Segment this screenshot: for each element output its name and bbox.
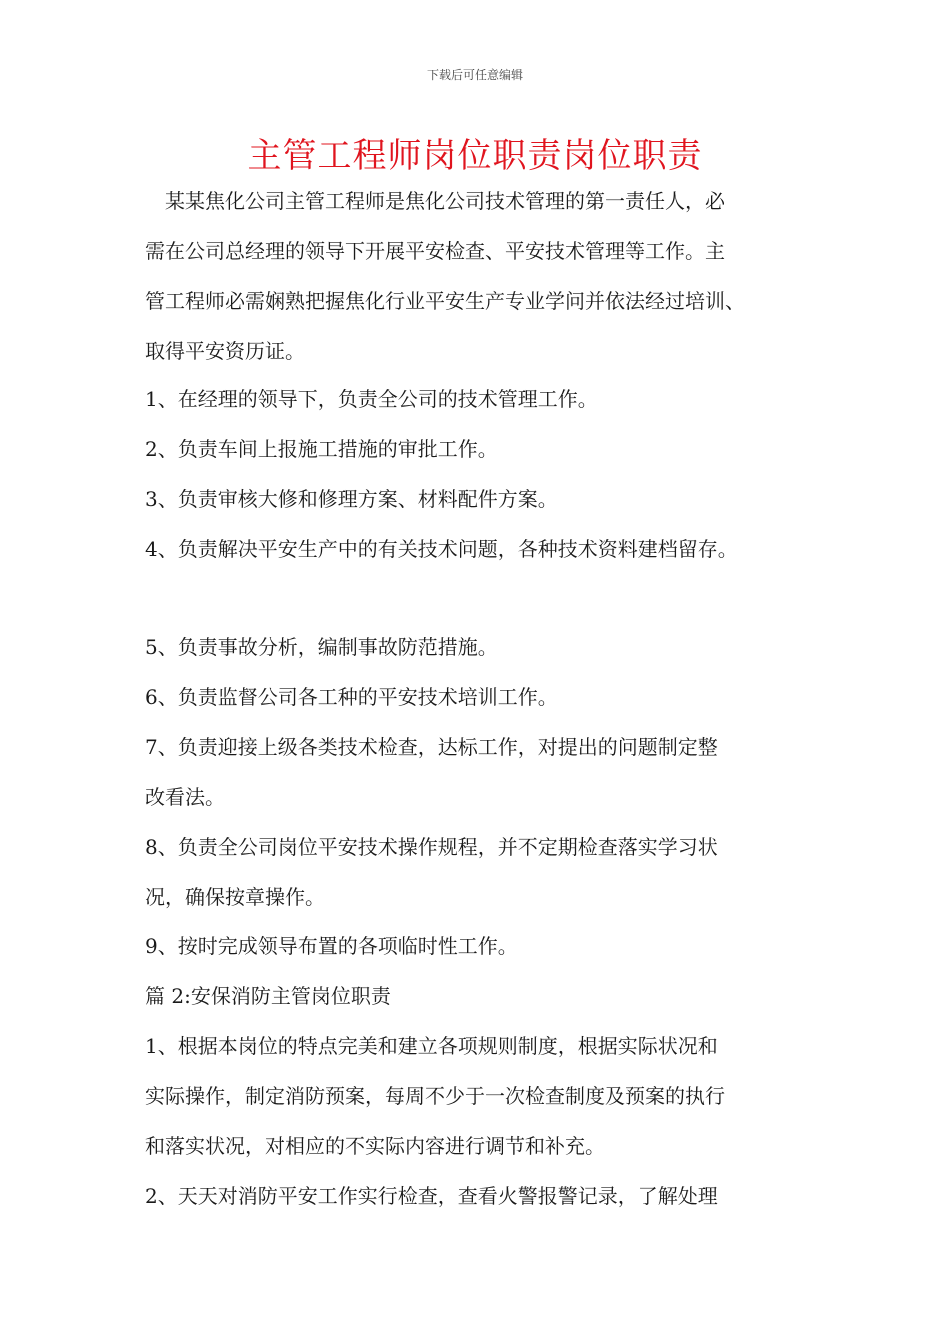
body-line: 改看法。 [145, 785, 225, 809]
list-item: 6、负责监督公司各工种的平安技术培训工作。 [145, 685, 558, 709]
body-line: 实际操作，制定消防预案，每周不少于一次检查制度及预案的执行 [145, 1084, 725, 1108]
list-item: 4、负责解决平安生产中的有关技术问题，各种技术资料建档留存。 [145, 537, 738, 561]
list-item: 8、负责全公司岗位平安技术操作规程，并不定期检查落实学习状 [145, 835, 718, 859]
list-item: 5、负责事故分析，编制事故防范措施。 [145, 635, 498, 659]
document-title: 主管工程师岗位职责岗位职责 [247, 136, 703, 176]
body-line: 需在公司总经理的领导下开展平安检查、平安技术管理等工作。主 [145, 239, 725, 263]
list-item: 2、天天对消防平安工作实行检查，查看火警报警记录，了解处理 [145, 1184, 718, 1208]
list-item: 9、按时完成领导布置的各项临时性工作。 [145, 934, 518, 958]
list-item: 1、根据本岗位的特点完美和建立各项规则制度，根据实际状况和 [145, 1034, 718, 1058]
body-line: 取得平安资历证。 [145, 339, 305, 363]
body-line: 和落实状况，对相应的不实际内容进行调节和补充。 [145, 1134, 605, 1158]
header-note: 下载后可任意编辑 [426, 68, 523, 82]
body-line: 况，确保按章操作。 [145, 885, 325, 909]
list-item: 2、负责车间上报施工措施的审批工作。 [145, 437, 498, 461]
body-line: 管工程师必需娴熟把握焦化行业平安生产专业学问并依法经过培训、 [145, 289, 745, 313]
list-item: 1、在经理的领导下，负责全公司的技术管理工作。 [145, 387, 598, 411]
list-item: 7、负责迎接上级各类技术检查，达标工作，对提出的问题制定整 [145, 735, 718, 759]
list-item: 3、负责审核大修和修理方案、材料配件方案。 [145, 487, 558, 511]
section-heading: 篇 2:安保消防主管岗位职责 [145, 984, 391, 1008]
body-line: 某某焦化公司主管工程师是焦化公司技术管理的第一责任人，必 [145, 189, 725, 213]
